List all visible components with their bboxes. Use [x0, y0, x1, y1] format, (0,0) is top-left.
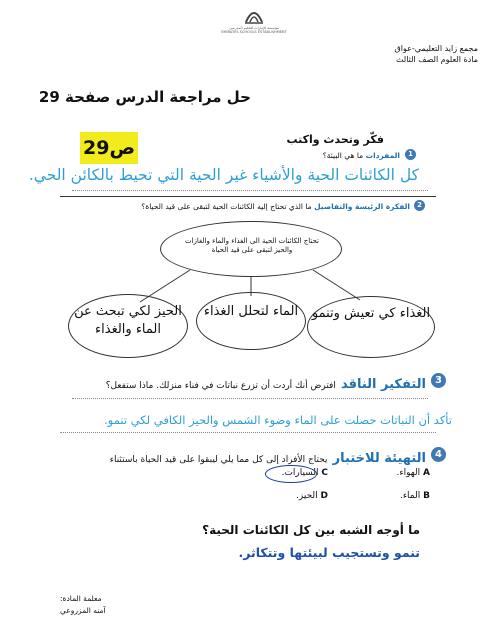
q1-question: ما هي البيئة؟	[322, 151, 364, 160]
q2-question: ما الذي تحتاج إليه الكائنات الحية لتبقى على قيد الحياة؟	[141, 202, 312, 211]
choice-a-text: الهواء.	[396, 468, 421, 478]
detail-water: الماء لتحلل الغذاء	[203, 304, 299, 319]
question-number-3: 3	[431, 373, 446, 388]
q2-label: الفكرة الرئيسة والتفاصيل	[314, 202, 410, 211]
section-title: فكّر وتحدث واكتب	[286, 133, 384, 146]
question-number-4: 4	[431, 447, 446, 462]
page-number-badge: ص29	[80, 132, 138, 164]
question-number-2: 2	[414, 200, 425, 211]
q1-answer: كل الكائنات الحية والأشياء غير الحية التي تحيط بالكائن الحي.	[28, 166, 419, 184]
detail-space: الحيز لكي تبحث عن الماء والغذاء	[74, 304, 182, 337]
q3-label: التفكير الناقد	[340, 377, 426, 392]
page-title: حل مراجعة الدرس صفحة 29	[38, 88, 251, 106]
choice-a-letter: A	[423, 468, 430, 478]
answer-line	[72, 398, 428, 399]
choice-d[interactable]	[248, 491, 328, 501]
choice-a[interactable]	[340, 468, 430, 478]
q1-label: المفردات	[365, 151, 400, 160]
choice-d-letter: D	[320, 491, 328, 501]
q3-prompt	[106, 373, 426, 392]
logo-text-ar: مؤسسة الإمارات للتعليم المدرسي	[229, 26, 279, 30]
choice-c-letter: C	[321, 468, 328, 478]
q4-question: يحتاج الأفراد إلى كل مما يلي ليبقوا على قيد الحياة باستثناء	[109, 455, 328, 465]
choice-c-text: السيارات.	[281, 468, 319, 478]
teacher-name: آمنه المزروعي	[60, 606, 106, 615]
answer-line	[60, 432, 436, 433]
q4-prompt	[110, 447, 426, 466]
logo-text-en: EMIRATES SCHOOLS ESTABLISHMENT	[221, 30, 287, 34]
q4-label: التهيئة للاختبار	[332, 451, 426, 466]
q5-question: ما أوجه الشبه بين كل الكائنات الحية؟	[202, 523, 420, 537]
detail-food: الغذاء كي تعيش وتنمو	[311, 306, 431, 321]
teacher-label: معلمة المادة:	[60, 594, 102, 603]
choice-b[interactable]	[340, 491, 430, 501]
school-name: مجمع زايد التعليمي-عواق	[394, 44, 478, 53]
q3-question: افترض أنك أردت أن تزرع نباتات في فناء منزلك. ماذا ستفعل؟	[105, 381, 336, 391]
q5-answer: تنمو وتستجيب لبيئتها وتتكاثر.	[238, 545, 420, 560]
choice-b-text: الماء.	[399, 491, 421, 501]
main-idea-text: تحتاج الكائنات الحية الى الغذاء والماء والغازات والحيز لتبقى على قيد الحياة	[185, 237, 319, 254]
choice-b-letter: B	[423, 491, 430, 501]
question-number-1: 1	[405, 149, 416, 160]
choice-d-text: الحيز.	[296, 491, 318, 501]
selected-answer-circle	[265, 465, 317, 483]
detail-oval-water	[196, 292, 306, 350]
q3-answer: تأكد أن النباتات حصلت على الماء وضوء الشمس والحيز الكافي لكي تنمو.	[104, 413, 452, 427]
subject-line: مادة العلوم الصف الثالث	[395, 55, 478, 64]
